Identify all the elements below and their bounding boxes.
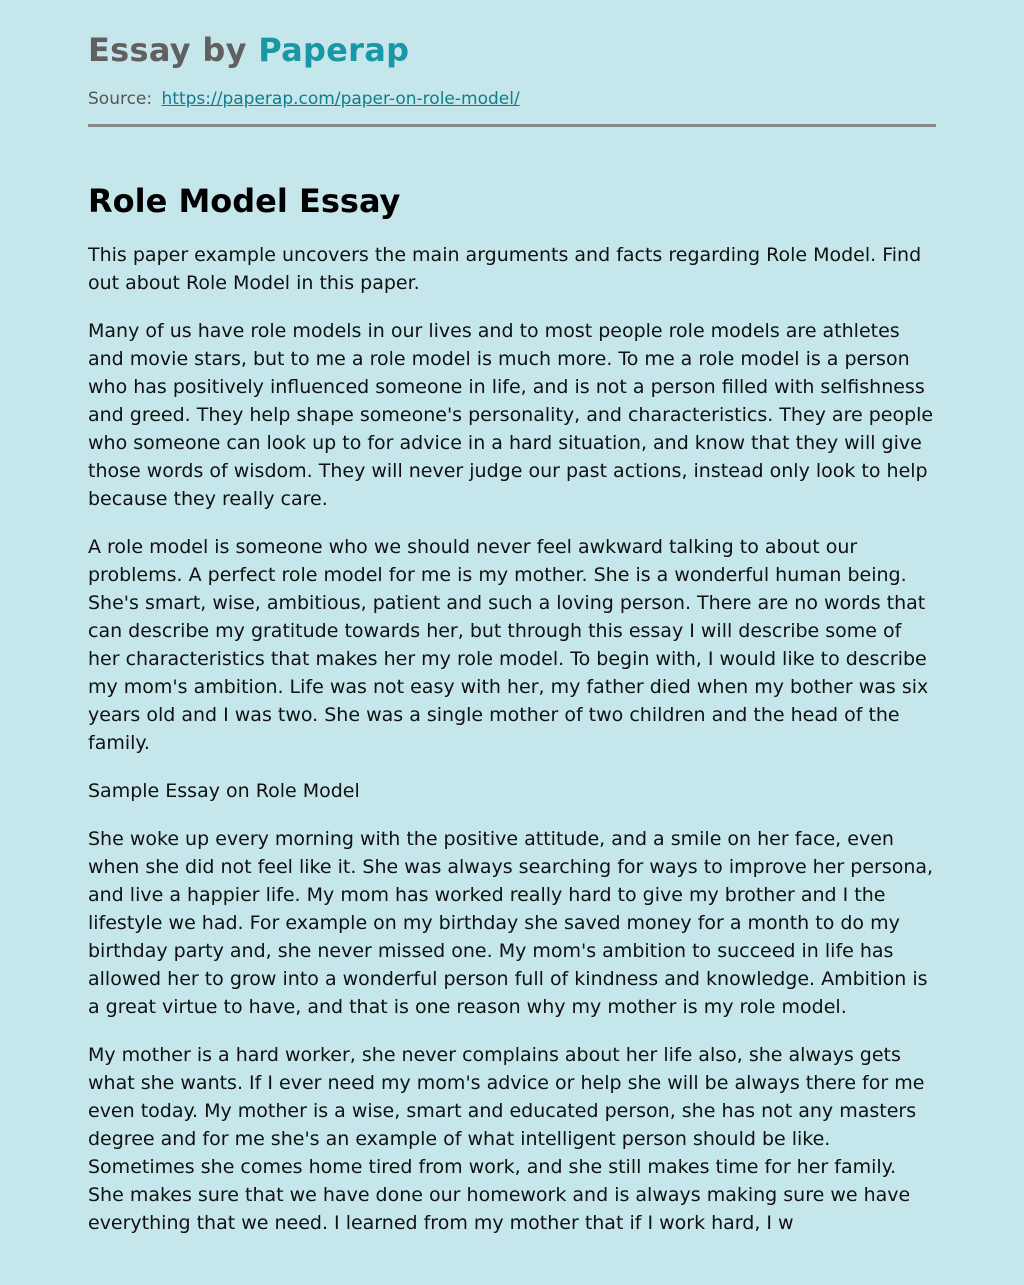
section-heading: Sample Essay on Role Model <box>88 780 360 802</box>
paragraph-intro: This paper example uncovers the main arguments and facts regarding Role Model. Find out about Role Model in this paper. <box>88 244 922 294</box>
header-divider <box>88 124 936 127</box>
paragraph: Many of us have role models in our lives and to most people role models are athletes and movie stars, but to me a role model is much more. To me a role model is a person who has positively influenced someone in life, and is not a person filled with selfishness and greed. They help shape someone's personality, and characteristics. They are people who someone can look up to for advice in a hard situation, and know that they will give those words of wisdom. They will never judge our past actions, instead only look to help because they really care. <box>88 320 934 510</box>
brand-name: Paperap <box>258 31 410 69</box>
brand-prefix: Essay by <box>88 31 247 69</box>
source-link[interactable]: https://paperap.com/paper-on-role-model/ <box>161 89 520 109</box>
page-title: Role Model Essay <box>88 182 401 220</box>
article-body <box>88 241 938 1257</box>
paragraph: My mother is a hard worker, she never complains about her life also, she always gets what she wants. If I ever need my mom's advice or help she will be always there for me even today. My mother is a wise, smart and educated person, she has not any masters degree and for me she's an example of what intelligent person should be like. Sometimes she comes home tired from work, and she still makes time for her family. She makes sure that we have done our homework and is always making sure we have everything that we need. I learned from my mother that if I work hard, I w <box>88 1044 925 1234</box>
paragraph: She woke up every morning with the positive attitude, and a smile on her face, even when she did not feel like it. She was always searching for ways to improve her persona, and live a happier life. My mom has worked really hard to give my brother and I the lifestyle we had. For example on my birthday she saved money for a month to do my birthday party and, she never missed one. My mom's ambition to succeed in life has allowed her to grow into a wonderful person full of kindness and knowledge. Ambition is a great virtue to have, and that is one reason why my mother is my role model. <box>88 828 934 1018</box>
source-line <box>88 88 520 110</box>
paragraph: A role model is someone who we should never feel awkward talking to about our problems. A perfect role model for me is my mother. She is a wonderful human being. She's smart, wise, ambitious, patient and such a loving person. There are no words that can describe my gratitude towards her, but through this essay I will describe some of her characteristics that makes her my role model. To begin with, I would like to describe my mom's ambition. Life was not easy with her, my father died when my bother was six years old and I was two. She was a single mother of two children and the head of the family. <box>88 536 929 754</box>
site-brand[interactable] <box>88 30 409 70</box>
source-label: Source: <box>88 89 153 109</box>
